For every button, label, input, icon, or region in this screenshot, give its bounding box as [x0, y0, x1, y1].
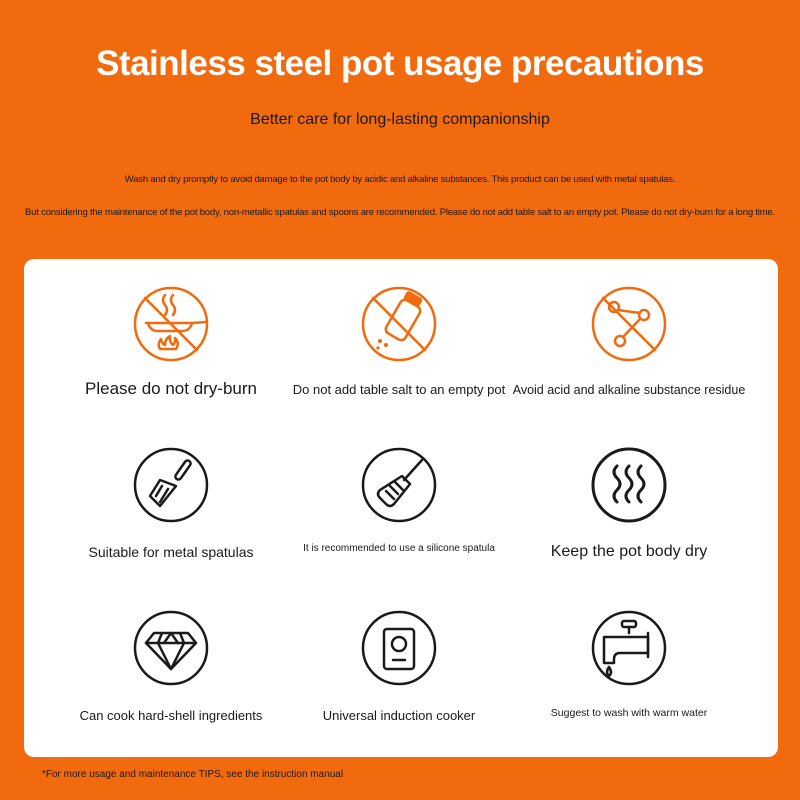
- tip-label-no-acid-alkaline: Avoid acid and alkaline substance residue: [512, 383, 746, 397]
- tips-card: [24, 259, 778, 757]
- silicone-spatula-icon: [360, 446, 438, 524]
- no-salt-icon: [360, 285, 438, 363]
- metal-spatula-icon: [132, 446, 210, 524]
- induction-cooker-icon: [360, 609, 438, 687]
- footer-note: *For more usage and maintenance TIPS, see the instruction manual: [42, 769, 344, 780]
- tip-label-warm-water: Suggest to wash with warm water: [550, 707, 708, 719]
- intro-note-line-2: But considering the maintenance of the pot body, non-metallic spatulas and spoons are recommended. Please do not add table salt to an empty pot. Please do not dry-burn for a long time.: [25, 207, 775, 218]
- tip-label-keep-dry: Keep the pot body dry: [550, 543, 708, 560]
- tip-label-no-dry-burn: Please do not dry-burn: [85, 379, 257, 398]
- tip-label-metal-spatula: Suitable for metal spatulas: [88, 544, 254, 560]
- diamond-icon: [132, 609, 210, 687]
- steam-dry-icon: [590, 446, 668, 524]
- intro-note-line-1: Wash and dry promptly to avoid damage to the pot body by acidic and alkaline substances. This product can be used with metal spatulas.: [124, 174, 676, 185]
- tip-label-hard-shell: Can cook hard-shell ingredients: [79, 708, 263, 723]
- page-subtitle: Better care for long-lasting companionship: [250, 111, 550, 128]
- tip-label-no-salt: Do not add table salt to an empty pot: [292, 382, 506, 397]
- faucet-icon: [590, 609, 668, 687]
- page-title: Stainless steel pot usage precautions: [96, 44, 704, 83]
- tip-label-silicone-spatula: It is recommended to use a silicone spatula: [303, 543, 495, 554]
- no-acid-alkaline-icon: [590, 285, 668, 363]
- no-dry-burn-icon: [132, 285, 210, 363]
- tip-label-induction: Universal induction cooker: [322, 708, 476, 723]
